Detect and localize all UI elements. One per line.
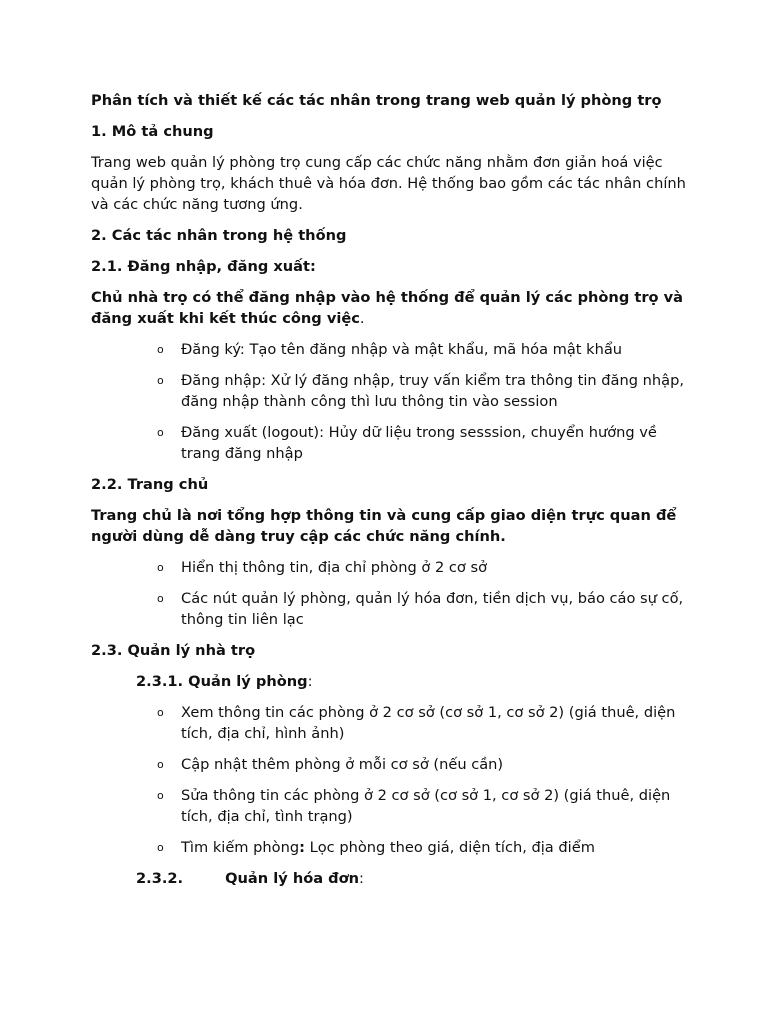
list-item [157,785,691,827]
list-item-text: Đăng nhập: Xử lý đăng nhập, truy vấn kiểm tra thông tin đăng nhập, đăng nhập thành công thì lưu thông tin vào session [181,372,684,410]
bullet-icon: o [157,592,164,605]
section-2-3-1-colon: : [307,673,313,690]
list-item [157,702,691,744]
list-item-text: Đăng xuất (logout): Hủy dữ liệu trong sesssion, chuyển hướng về trang đăng nhập [181,424,657,462]
section-2-1-intro [91,287,691,329]
bullet-icon: o [157,758,164,771]
bullet-icon: o [157,426,164,439]
list-item-text: Cập nhật thêm phòng ở mỗi cơ sở (nếu cần) [181,756,504,773]
section-2-3-heading: 2.3. Quản lý nhà trọ [91,642,256,659]
section-1-body: Trang web quản lý phòng trọ cung cấp các chức năng nhằm đơn giản hoá việc quản lý phòng trọ, khách thuê và hóa đơn. Hệ thống bao gồm các tác nhân chính và các chức năng tương ứng. [91,154,686,213]
search-label: Tìm kiếm phòng [181,839,300,856]
list-item [157,557,691,578]
section-2-3-1-list [91,702,691,858]
section-2-3-1-title: 2.3.1. Quản lý phòng [136,673,308,690]
document-page [91,90,691,899]
bullet-icon: o [157,343,164,356]
section-1-heading: 1. Mô tả chung [91,123,214,140]
list-item [157,339,691,360]
list-item [157,370,691,412]
section-2-3-2-title: Quản lý hóa đơn [225,870,360,887]
section-2-1-list [91,339,691,464]
search-text: Lọc phòng theo giá, diện tích, địa điểm [304,839,595,856]
section-2-1-heading: 2.1. Đăng nhập, đăng xuất: [91,258,316,275]
section-2-3-1-heading [91,671,691,692]
list-item-text: Xem thông tin các phòng ở 2 cơ sở (cơ sở 1, cơ sở 2) (giá thuê, diện tích, địa chỉ, hình ảnh) [181,704,676,742]
section-2-3-2-number: 2.3.2. [136,870,184,887]
list-item [157,754,691,775]
section-2-2-heading: 2.2. Trang chủ [91,476,209,493]
bullet-icon: o [157,374,164,387]
section-2-heading: 2. Các tác nhân trong hệ thống [91,227,347,244]
list-item-text: Hiển thị thông tin, địa chỉ phòng ở 2 cơ sở [181,559,487,576]
list-item-text: Các nút quản lý phòng, quản lý hóa đơn, tiền dịch vụ, báo cáo sự cố, thông tin liên lạc [181,590,684,628]
bullet-icon: o [157,561,164,574]
search-colon: : [299,839,305,856]
list-item [157,837,691,858]
bullet-icon: o [157,841,164,854]
section-2-3-2-heading [91,868,691,889]
list-item-text: Sửa thông tin các phòng ở 2 cơ sở (cơ sở 1, cơ sở 2) (giá thuê, diện tích, địa chỉ, tình trạng) [181,787,671,825]
section-2-1-intro-period: . [359,310,365,327]
bullet-icon: o [157,789,164,802]
bullet-icon: o [157,706,164,719]
section-2-2-list [91,557,691,630]
list-item-text: Đăng ký: Tạo tên đăng nhập và mật khẩu, mã hóa mật khẩu [181,341,623,358]
section-2-1-intro-text: Chủ nhà trọ có thể đăng nhập vào hệ thống để quản lý các phòng trọ và đăng xuất khi kết thúc công việc [91,289,683,327]
section-2-3-2-colon: : [359,870,364,887]
section-2-2-intro: Trang chủ là nơi tổng hợp thông tin và cung cấp giao diện trực quan để người dùng dễ dàng truy cập các chức năng chính. [91,507,677,545]
list-item [157,588,691,630]
document-title: Phân tích và thiết kế các tác nhân trong trang web quản lý phòng trọ [91,92,662,109]
list-item [157,422,691,464]
